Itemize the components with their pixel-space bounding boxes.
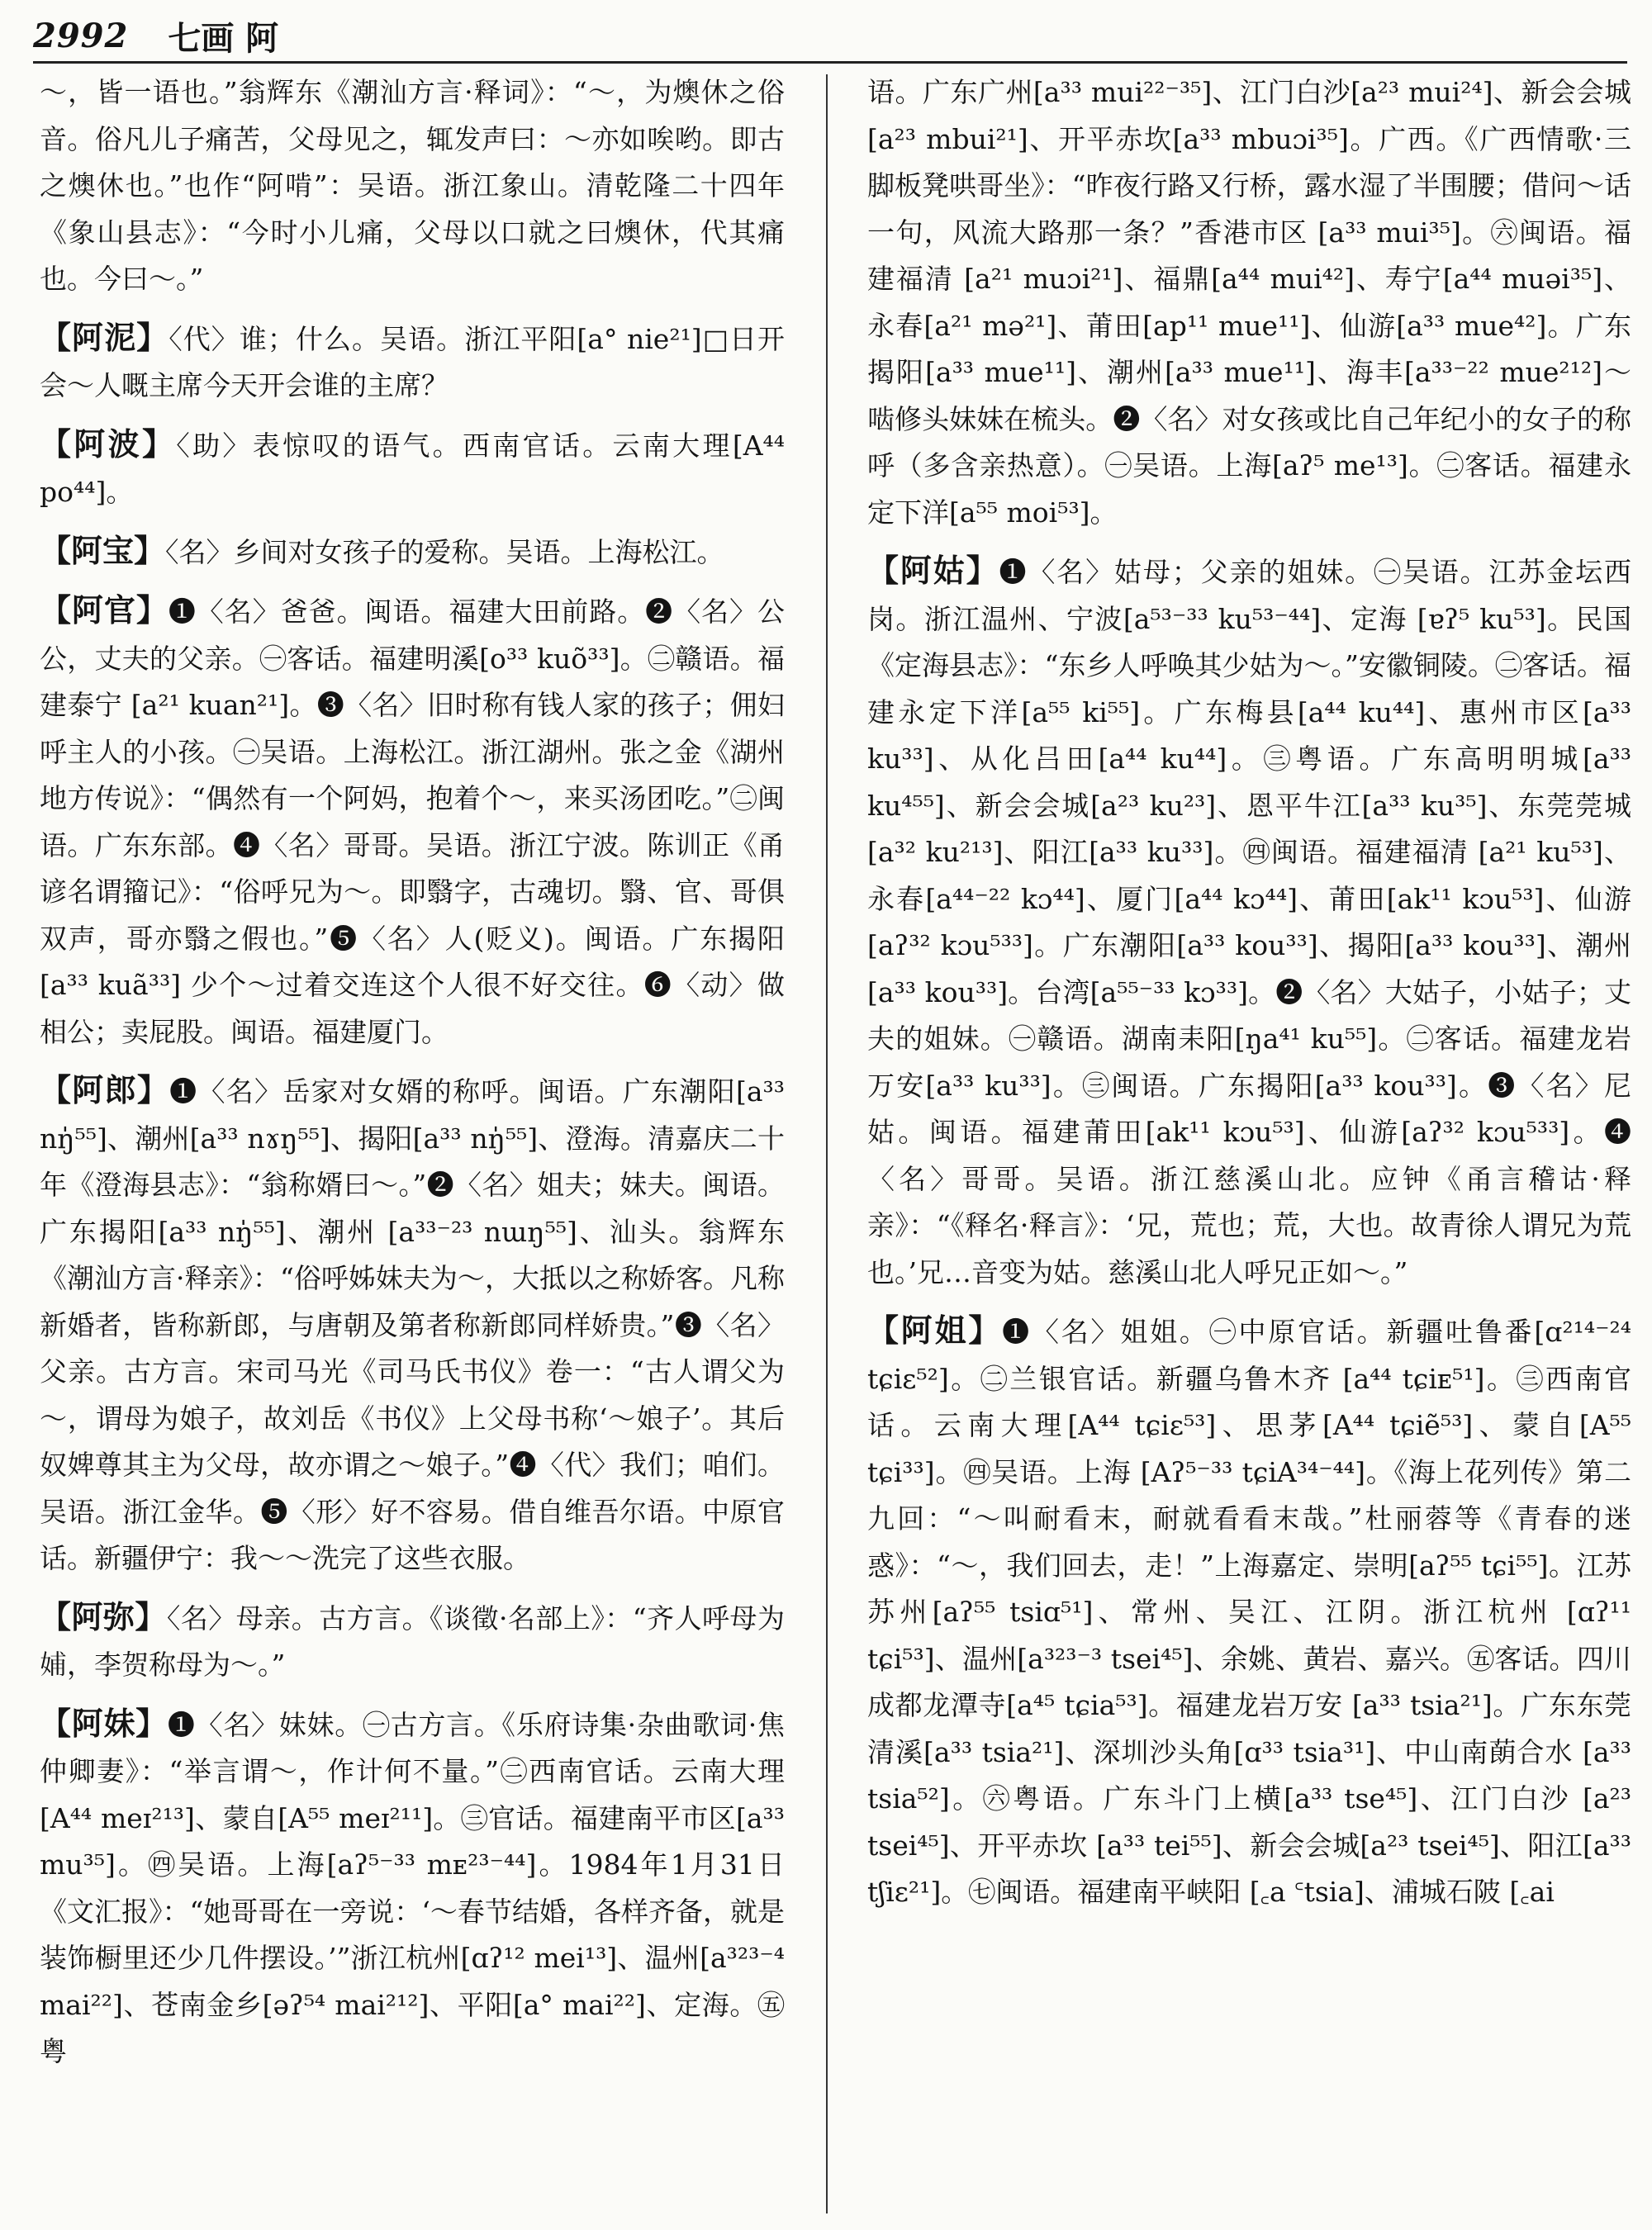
page-header [33, 10, 278, 61]
continuation-text: 语。广东广州[a³³ mui²²⁻³⁵]、江门白沙[a²³ mui²⁴]、新会会城[a²³ mbui²¹]、开平赤坎[a³³ mbuɔi³⁵]。广西。《广西情歌·三脚板凳哄哥坐》：“昨夜行路又行桥，露水湿了半围腰；借问～话一句，风流大路那一条？”香港市区 [a³³ mui³⁵]。㊅闽语。福建福清 [a²¹ muɔi²¹]、福鼎[a⁴⁴ mui⁴²]、寿宁[a⁴⁴ muəi³⁵]、永春[a²¹ mə²¹]、莆田[ap¹¹ mue¹¹]、仙游[a³³ mue⁴²]。广东揭阳[a³³ mue¹¹]、潮州[a³³ mue¹¹]、海丰[a³³⁻²² mue²¹²]～啮修头妹妹在梳头。❷〈名〉对女孩或比自己年纪小的女子的称呼（多含亲热意）。㊀吴语。上海[aʔ⁵ me¹³]。㊁客话。福建永定下洋[a⁵⁵ moi⁵³]。 [867, 76, 1631, 529]
entry-headword: 【阿宝】 [40, 531, 166, 569]
dictionary-entry [40, 587, 785, 1056]
entry-headword: 【阿弥】 [40, 1597, 167, 1635]
section-title: 七画 阿 [168, 18, 279, 58]
continuation-text: ～，皆一语也。”翁辉东《潮汕方言·释词》：“～，为燠休之俗音。俗凡儿子痛苦，父母见之，辄发声曰：～亦如唉哟。即古之燠休也。”也作“阿啃”：吴语。浙江象山。清乾隆二十四年《象山县志》：“今时小儿痛，父母以口就之曰燠休，代其痛也。今曰～。” [40, 76, 785, 295]
entry-headword: 【阿官】 [40, 591, 169, 629]
entry-definition: ❶〈名〉妹妹。㊀古方言。《乐府诗集·杂曲歌词·焦仲卿妻》：“举言谓～，作计何不量。”㊁西南官话。云南大理[A⁴⁴ meɪ²¹³]、蒙自[A⁵⁵ meɪ²¹¹]。㊂官话。福建南平市区[a³³ mu³⁵]。㊃吴语。上海[aʔ⁵⁻³³ mᴇ²³⁻⁴⁴]。1984年1月31日《文汇报》：“她哥哥在一旁说：‘～春节结婚，各样齐备，就是装饰橱里还少几件摆设。’”浙江杭州[ɑʔ¹² mei¹³]、温州[a³²³⁻⁴ mai²²]、苍南金乡[əʔ⁵⁴ mai²¹²]、平阳[a° mai²²]、定海。㊄粤 [40, 1708, 785, 2067]
entry-definition: 〈名〉乡间对女孩子的爱称。吴语。上海松江。 [165, 535, 724, 568]
entry-definition: 〈代〉谁；什么。吴语。浙江平阳[a° nie²¹]□日开会～人嘅主席今天开会谁的主席？ [40, 322, 785, 401]
dictionary-entry [867, 1307, 1631, 1916]
dictionary-entry [40, 1701, 785, 2076]
dictionary-entry [40, 1594, 785, 1689]
header-rule [33, 61, 1627, 64]
entry-definition: 〈名〉母亲。古方言。《谈徵·名部上》：“齐人呼母为𡜵，李贺称母为～。” [40, 1601, 785, 1681]
entry-definition: ❶〈名〉姐姐。㊀中原官话。新疆吐鲁番[ɑ²¹⁴⁻²⁴ tɕiɛ⁵²]。㊁兰银官话。新疆乌鲁木齐 [a⁴⁴ tɕiᴇ⁵¹]。㊂西南官话。云南大理[A⁴⁴ tɕiɛ⁵³]、思茅[A⁴⁴ tɕiẽ⁵³]、蒙自[A⁵⁵ tɕi³³]。㊃吴语。上海 [Aʔ⁵⁻³³ tɕiA³⁴⁻⁴⁴]。《海上花列传》第二九回：“～叫耐看末，耐就看看末哉。”杜丽蓉等《青春的迷惑》：“～，我们回去，走！”上海嘉定、崇明[aʔ⁵⁵ tɕi⁵⁵]。江苏苏州[aʔ⁵⁵ tsiɑ⁵¹]、常州、吴江、江阴。浙江杭州 [ɑʔ¹¹ tɕi⁵³]、温州[a³²³⁻³ tsei⁴⁵]、余姚、黄岩、嘉兴。㊄客话。四川成都龙潭寺[a⁴⁵ tɕia⁵³]。福建龙岩万安 [a³³ tsia²¹]。广东东莞清溪[a³³ tsia²¹]、深圳沙头角[ɑ³³ tsia³¹]、中山南蓢合水 [a³³ tsia⁵²]。㊅粤语。广东斗门上横[a³³ tse⁴⁵]、江门白沙 [a²³ tsei⁴⁵]、开平赤坎 [a³³ tei⁵⁵]、新会会城[a²³ tsei⁴⁵]、阳江[a³³ tʃiɛ²¹]。㊆闽语。福建南平峡阳 [꜀a ꜂tsia]、浦城石陂 [꜀ai [867, 1316, 1631, 1908]
entry-headword: 【阿姑】 [867, 552, 999, 589]
right-column [867, 69, 1631, 2220]
entry-definition: ❶〈名〉姑母；父亲的姐妹。㊀吴语。江苏金坛西岗。浙江温州、宁波[a⁵³⁻³³ ku⁵³⁻⁴⁴]、定海 [ɐʔ⁵ ku⁵³]。民国《定海县志》：“东乡人呼唤其少姑为～。”安徽铜陵。㊁客话。福建永定下洋[a⁵⁵ ki⁵⁵]。广东梅县[a⁴⁴ ku⁴⁴]、惠州市区[a³³ ku³³]、从化吕田[a⁴⁴ ku⁴⁴]。㊂粤语。广东高明明城[a³³ ku⁴⁵⁵]、新会会城[a²³ ku²³]、恩平牛江[a³³ ku³⁵]、东莞莞城[a³² ku²¹³]、阳江[a³³ ku³³]。㊃闽语。福建福清 [a²¹ ku⁵³]、永春[a⁴⁴⁻²² kɔ⁴⁴]、厦门[a⁴⁴ kɔ⁴⁴]、莆田[ak¹¹ kɔu⁵³]、仙游[aʔ³² kɔu⁵³³]。广东潮阳[a³³ kou³³]、揭阳[a³³ kou³³]、潮州[a³³ kou³³]。台湾[a⁵⁵⁻³³ kɔ³³]。❷〈名〉大姑子，小姑子；丈夫的姐妹。㊀赣语。湖南耒阳[ŋa⁴¹ ku⁵⁵]。㊁客话。福建龙岩万安[a³³ ku³³]。㊂闽语。广东揭阳[a³³ kou³³]。❸〈名〉尼姑。闽语。福建莆田[ak¹¹ kɔu⁵³]、仙游[aʔ³² kɔu⁵³³]。❹〈名〉哥哥。吴语。浙江慈溪山北。应钟《甬言稽诂·释亲》：“《释名·释言》：‘兄，荒也；荒，大也。故青徐人谓兄为荒也。’兄…音变为姑。慈溪山北人呼兄正如～。” [867, 556, 1631, 1288]
entry-definition: ❶〈名〉岳家对女婿的称呼。闽语。广东潮阳[a³³ nŋ̍⁵⁵]、潮州[a³³ nɤŋ⁵⁵]、揭阳[a³³ nŋ̍⁵⁵]、澄海。清嘉庆二十年《澄海县志》：“翁称婿曰～。”❷〈名〉姐夫；妹夫。闽语。广东揭阳[a³³ nŋ̍⁵⁵]、潮州 [a³³⁻²³ nɯŋ⁵⁵]、汕头。翁辉东《潮汕方言·释亲》：“俗呼姊妹夫为～，大抵以之称娇客。凡称新婚者，皆称新郎，与唐朝及第者称新郎同样娇贵。”❸〈名〉父亲。古方言。宋司马光《司马氏书仪》卷一：“古人谓父为～，谓母为娘子，故刘岳《书仪》上父母书称‘～娘子’。其后奴婢尊其主为父母，故亦谓之～娘子。”❹〈代〉我们；咱们。吴语。浙江金华。❺〈形〉好不容易。借自维吾尔语。中原官话。新疆伊宁：我～～洗完了这些衣服。 [40, 1075, 785, 1574]
entry-headword: 【阿波】 [40, 425, 177, 463]
entry-headword: 【阿姐】 [867, 1312, 1003, 1349]
dictionary-entry [40, 528, 785, 576]
dictionary-entry [867, 548, 1631, 1296]
entry-headword: 【阿泥】 [40, 318, 169, 356]
entry-definition: 〈助〉表惊叹的语气。西南官话。云南大理[A⁴⁴ po⁴⁴]。 [40, 429, 785, 508]
page-number: 2992 [33, 16, 129, 55]
entry-headword: 【阿妹】 [40, 1704, 168, 1742]
left-column [40, 69, 785, 2220]
dictionary-entry [40, 1067, 785, 1582]
entry-definition: ❶〈名〉爸爸。闽语。福建大田前路。❷〈名〉公公，丈夫的父亲。㊀客话。福建明溪[o³³ kuõ³³]。㊁赣语。福建泰宁 [a²¹ kuan²¹]。❸〈名〉旧时称有钱人家的孩子；佣妇呼主人的小孩。㊀吴语。上海松江。浙江湖州。张之金《湖州地方传说》：“偶然有一个阿妈，抱着个～，来买汤团吃。”㊁闽语。广东东部。❹〈名〉哥哥。吴语。浙江宁波。陈训正《甬谚名谓籀记》：“俗呼兄为～。即翳字，古魂切。翳、官、哥俱双声，哥亦翳之假也。”❺〈名〉人(贬义)。闽语。广东揭阳[a³³ kuã³³] 少个～过着交连这个人很不好交往。❻〈动〉做相公；卖屁股。闽语。福建厦门。 [40, 595, 785, 1048]
dictionary-entry [40, 421, 785, 516]
dictionary-entry [40, 315, 785, 410]
entry-headword: 【阿郎】 [40, 1071, 170, 1108]
column-divider [826, 74, 828, 2213]
